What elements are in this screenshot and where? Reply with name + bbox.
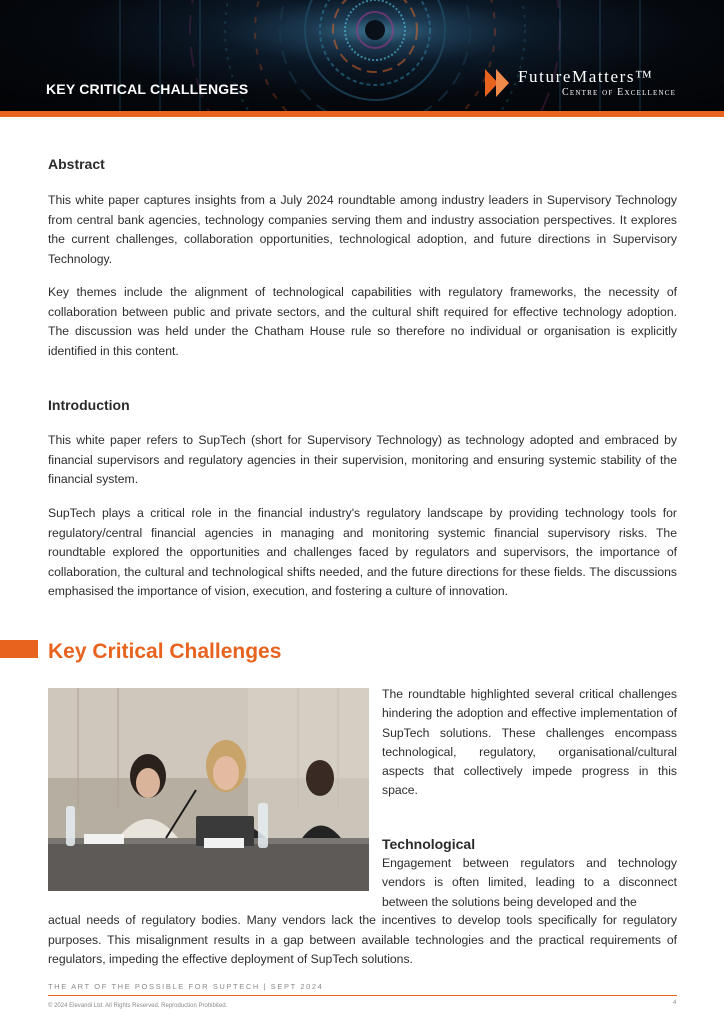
- header-banner: [0, 0, 724, 111]
- abstract-paragraph-1: This white paper captures insights from a July 2024 roundtable among industry leaders in Supervisory Technology from central bank agencies, technology companies serving them and industry association perspectives. It explores the current challenges, collaboration opportunities, technological adoption, and future directions in Supervisory Technology.: [48, 193, 677, 266]
- introduction-paragraph-2: SupTech plays a critical role in the financial industry's regulatory landscape by providing technology tools for regulatory/central financial agencies in managing and monitoring systemic financial supervisory risks. The roundtable explored the opportunities and challenges faced by regulators and supervisors, the importance of collaboration, the cultural and technological shifts needed, and the future directions for these fields. The discussions emphasised the importance of vision, execution, and fostering a culture of innovation.: [48, 506, 677, 598]
- section-marker: [0, 640, 38, 658]
- roundtable-photo: [48, 688, 369, 891]
- futurematters-logo: [485, 67, 685, 101]
- abstract-heading: Abstract: [48, 156, 105, 172]
- section-title: Key Critical Challenges: [48, 640, 282, 663]
- technological-paragraph-full: actual needs of regulatory bodies. Many vendors lack the incentives to develop tools specifically for regulatory purposes. This misalignment results in a gap between available technologies and the practical requirements of regulators, impeding the effective deployment of SupTech solutions.: [48, 913, 677, 966]
- page-number: 4: [673, 1000, 677, 1006]
- logo-name: FutureMatters™: [518, 67, 654, 86]
- footer-divider: [48, 995, 677, 996]
- introduction-paragraph-1: This white paper refers to SupTech (short for Supervisory Technology) as technology adopted and embraced by financial supervisors and regulatory agencies in their supervision, monitoring and ensuring systemic stability of the financial system.: [48, 433, 677, 486]
- abstract-paragraph-2: Key themes include the alignment of technological capabilities with regulatory frameworks, the necessity of collaboration between public and private sectors, and the cultural shift required for effective technology adoption. The discussion was held under the Chatham House rule so therefore no individual or organisation is explicitly identified in this content.: [48, 285, 677, 358]
- technological-paragraph-right: Engagement between regulators and technology vendors is often limited, leading to a disconnect between the solutions being developed and the: [382, 856, 677, 909]
- double-chevron-logo-icon: [485, 69, 513, 97]
- logo-subtitle: Centre of Excellence: [562, 87, 677, 98]
- footer-series: THE ART OF THE POSSIBLE FOR SUPTECH | SEPT 2024: [48, 982, 324, 991]
- introduction-heading: Introduction: [48, 397, 130, 413]
- technological-heading: Technological: [382, 836, 476, 852]
- roundtable-photo-image: [48, 688, 369, 891]
- footer-copyright: © 2024 Elevandi Ltd. All Rights Reserved. Reproduction Prohibited.: [48, 1003, 228, 1009]
- header-title: KEY CRITICAL CHALLENGES: [46, 81, 249, 97]
- header-accent-bar: [0, 111, 724, 117]
- challenges-intro: The roundtable highlighted several critical challenges hindering the adoption and effective implementation of SupTech solutions. These challenges encompass technological, regulatory, organisational/cultural aspects that collectively impede progress in this space.: [382, 687, 677, 798]
